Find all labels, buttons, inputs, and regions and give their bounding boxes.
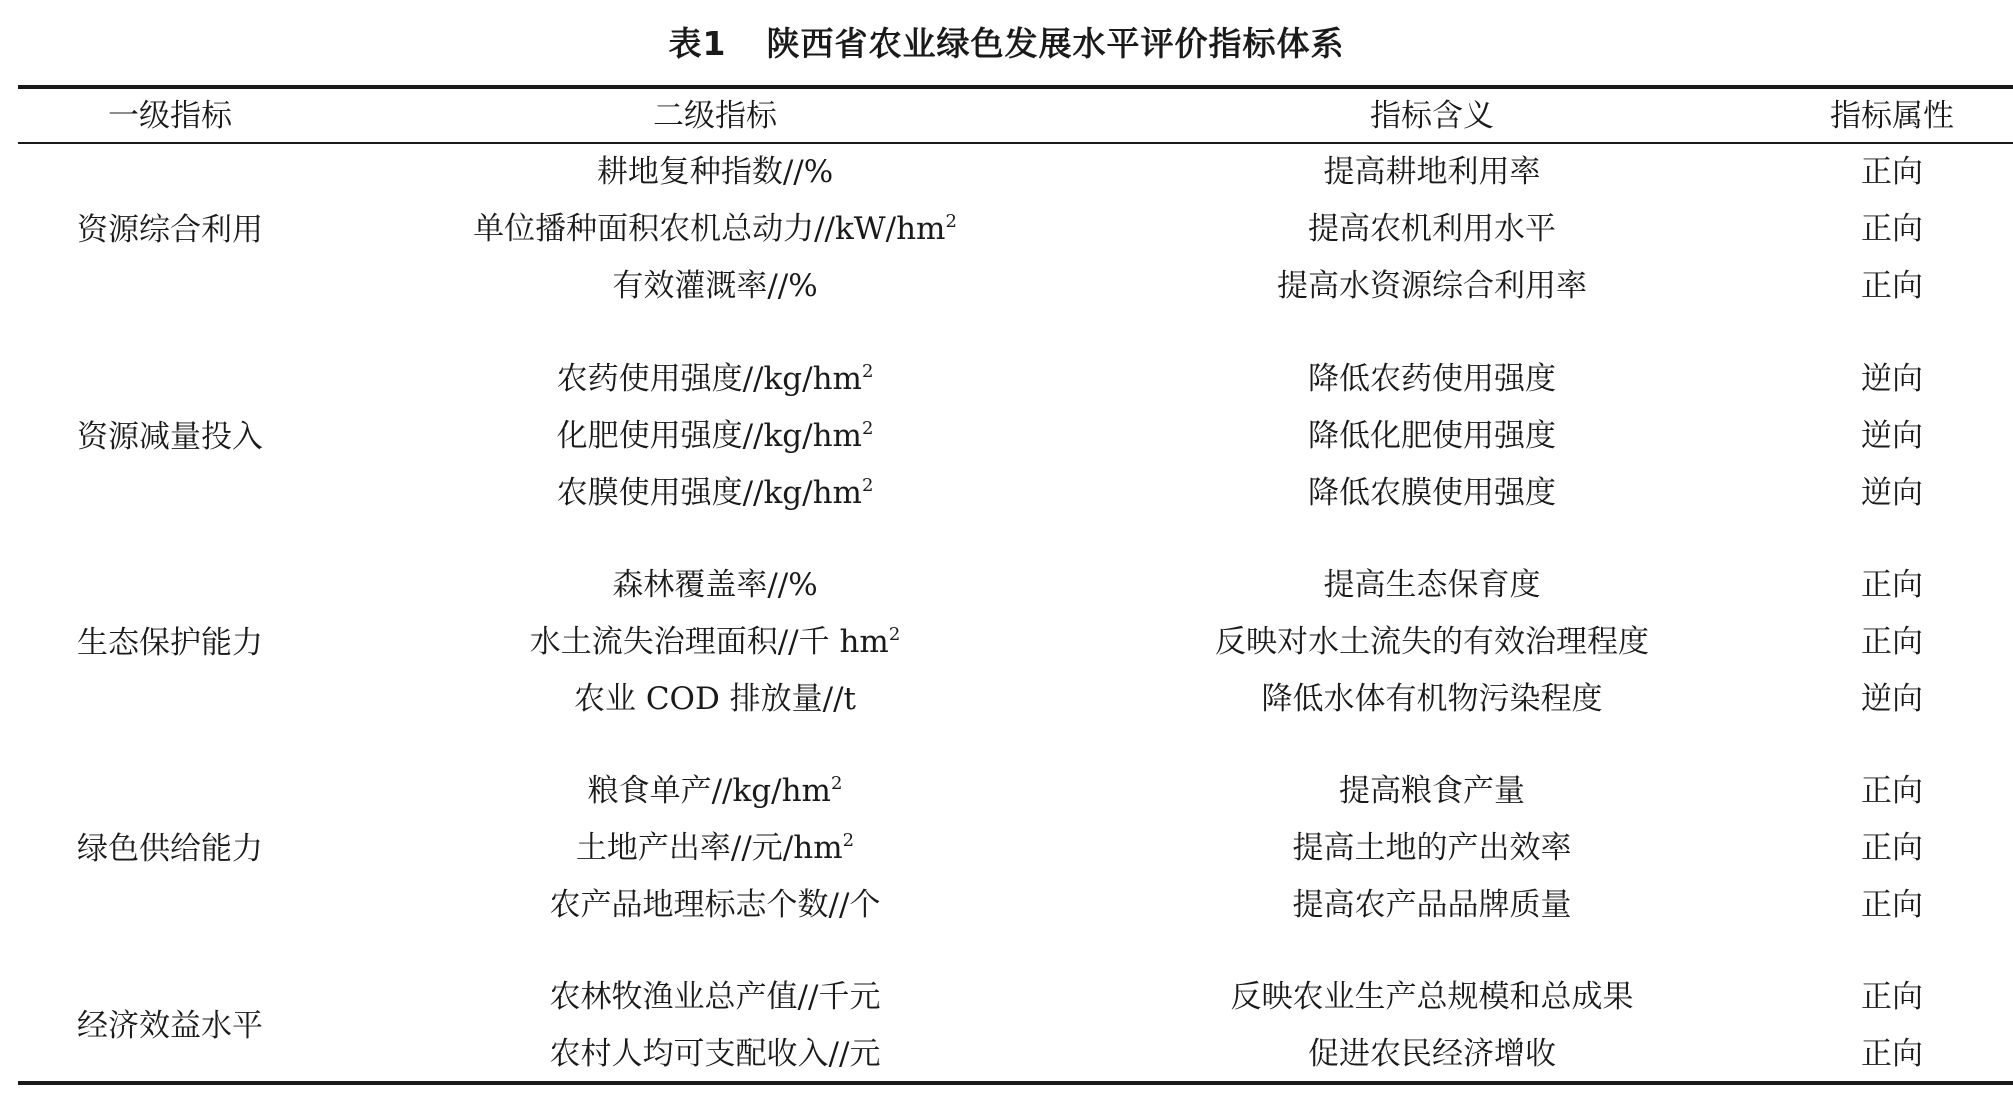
meaning-cell: 提高土地的产出效率 (1292, 830, 1572, 866)
header-level2: 二级指标 (653, 98, 777, 134)
table-row (0, 820, 2013, 877)
table-row (0, 408, 2013, 465)
indicator-cell: 农林牧渔业总产值//千元 (549, 979, 881, 1015)
bottom-rule (18, 1081, 2013, 1085)
level1-name: 生态保护能力 (77, 625, 263, 661)
table-row (0, 144, 2013, 201)
meaning-cell: 提高粮食产量 (1339, 773, 1525, 809)
attribute-cell: 逆向 (1861, 361, 1923, 397)
table-row (0, 614, 2013, 671)
attribute-cell: 逆向 (1861, 681, 1923, 717)
top-rule (18, 85, 2013, 89)
header-attribute: 指标属性 (1830, 98, 1954, 134)
attribute-cell: 正向 (1861, 1036, 1923, 1072)
table-row (0, 557, 2013, 614)
table-row (0, 877, 2013, 934)
indicator-cell: 土地产出率//元$/hm^2$ (575, 830, 855, 866)
meaning-cell: 提高水资源综合利用率 (1277, 268, 1587, 304)
header-level1: 一级指标 (108, 98, 232, 134)
table-row (0, 201, 2013, 258)
meaning-cell: 反映农业生产总规模和总成果 (1230, 979, 1634, 1015)
table-row (0, 969, 2013, 1026)
meaning-cell: 降低化肥使用强度 (1308, 418, 1556, 454)
indicator-cell: 有效灌溉率//% (612, 268, 818, 304)
table-row (0, 763, 2013, 820)
attribute-cell: 正向 (1861, 830, 1923, 866)
table-row (0, 351, 2013, 408)
attribute-cell: 正向 (1861, 567, 1923, 603)
indicator-cell: 粮食单产$//kg/hm^2$ (587, 773, 843, 809)
indicator-cell: 农业 COD 排放量//t (573, 681, 857, 717)
indicator-cell: 农村人均可支配收入//元 (549, 1036, 881, 1072)
meaning-cell: 降低农药使用强度 (1308, 361, 1556, 397)
indicator-cell: 耕地复种指数//% (596, 154, 834, 190)
table-header (0, 93, 2013, 139)
meaning-cell: 提高生态保育度 (1323, 567, 1541, 603)
table-row (0, 465, 2013, 522)
table-row (0, 671, 2013, 728)
level1-name: 资源综合利用 (77, 212, 263, 248)
attribute-cell: 正向 (1861, 773, 1923, 809)
attribute-cell: 正向 (1861, 268, 1923, 304)
attribute-cell: 正向 (1861, 154, 1923, 190)
meaning-cell: 降低水体有机物污染程度 (1261, 681, 1603, 717)
indicator-cell: 化肥使用强度$//kg/hm^2$ (556, 418, 874, 454)
indicator-cell: 森林覆盖率//% (612, 567, 818, 603)
meaning-cell: 促进农民经济增收 (1308, 1036, 1556, 1072)
header-meaning: 指标含义 (1370, 98, 1494, 134)
attribute-cell: 逆向 (1861, 418, 1923, 454)
table-row (0, 1026, 2013, 1083)
level1-name: 资源减量投入 (77, 419, 263, 455)
meaning-cell: 提高农产品品牌质量 (1292, 887, 1572, 923)
attribute-cell: 逆向 (1861, 475, 1923, 511)
table-title: 陕西省农业绿色发展水平评价指标体系 (766, 24, 1345, 63)
table-row (0, 258, 2013, 315)
attribute-cell: 正向 (1861, 624, 1923, 660)
table-caption (0, 22, 2013, 66)
level1-name: 绿色供给能力 (77, 831, 263, 867)
attribute-cell: 正向 (1861, 211, 1923, 247)
meaning-cell: 提高农机利用水平 (1308, 211, 1556, 247)
attribute-cell: 正向 (1861, 979, 1923, 1015)
attribute-cell: 正向 (1861, 887, 1923, 923)
indicator-cell: 农膜使用强度$//kg/hm^2$ (556, 475, 874, 511)
meaning-cell: 降低农膜使用强度 (1308, 475, 1556, 511)
meaning-cell: 提高耕地利用率 (1323, 154, 1541, 190)
table-number: 表1 (668, 24, 727, 63)
indicator-cell: 农药使用强度$//kg/hm^2$ (556, 361, 874, 397)
indicator-cell: 水土流失治理面积//千 $hm^2$ (529, 624, 901, 660)
meaning-cell: 反映对水土流失的有效治理程度 (1215, 624, 1649, 660)
indicator-cell: 单位播种面积农机总动力$//kW/hm^2$ (473, 211, 957, 247)
indicator-cell: 农产品地理标志个数//个 (549, 887, 881, 923)
level1-name: 经济效益水平 (77, 1008, 263, 1044)
